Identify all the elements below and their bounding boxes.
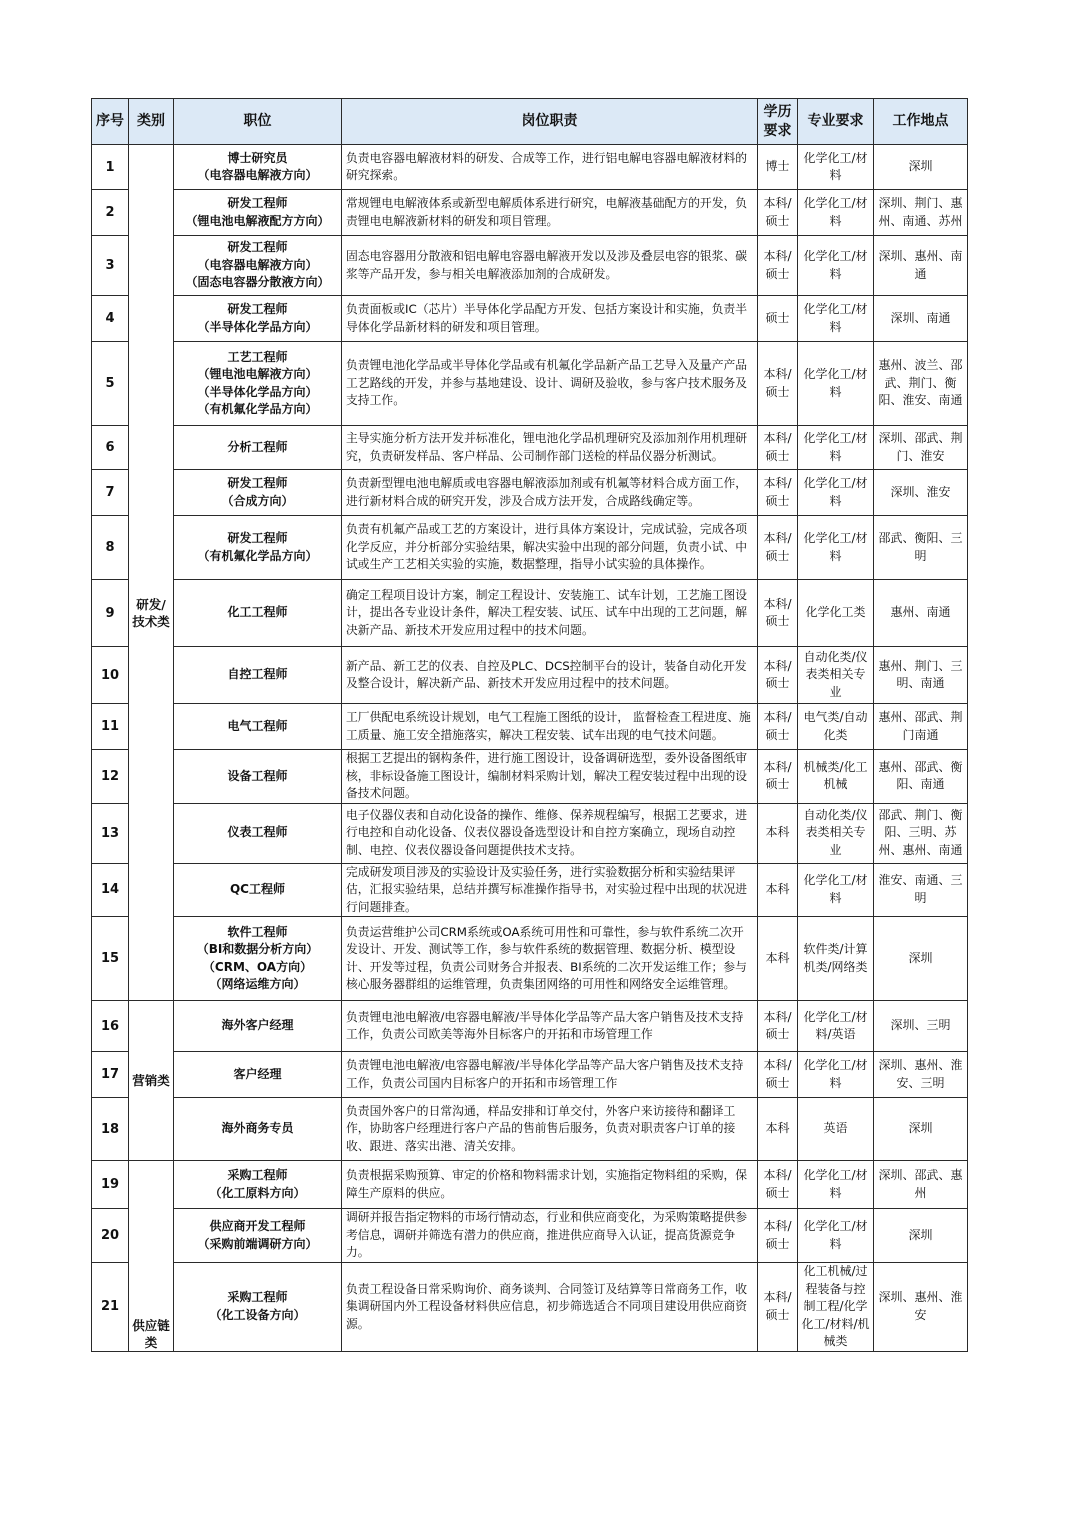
education-cell: 本科/硕士 <box>758 1263 798 1352</box>
location-cell: 深圳、惠州、南通 <box>874 236 968 296</box>
major-cell: 自动化类/仪表类相关专业 <box>798 803 874 863</box>
major-cell: 自动化类/仪表类相关专业 <box>798 647 874 704</box>
duty-cell: 负责锂电池电解液/电容器电解液/半导体化学品等产品大客户销售及技术支持工作，负责公司欧美等海外目标客户的开拓和市场管理工作 <box>342 1001 758 1052</box>
major-cell: 化学化工/材料 <box>798 863 874 917</box>
major-cell: 化学化工/材料/英语 <box>798 1001 874 1052</box>
table-row <box>92 190 968 236</box>
duty-cell: 负责面板或IC（芯片）半导体化学品配方开发、包括方案设计和实施，负责半导体化学品新材料的研发和项目管理。 <box>342 296 758 342</box>
category-cell: 营销类 <box>129 1001 174 1161</box>
position-title: 化工工程师 <box>227 605 288 620</box>
duty-cell: 负责根据采购预算、审定的价格和物料需求计划，实施指定物料组的采购，保障生产原料的供应。 <box>342 1161 758 1209</box>
table-row <box>92 516 968 580</box>
row-number: 13 <box>92 803 129 863</box>
education-cell: 本科/硕士 <box>758 704 798 750</box>
duty-cell: 电子仪器仪表和自动化设备的操作、维修、保养规程编写，根据工艺要求，进行电控和自动化设备、仪表仪器设备选型设计和自控方案确立，现场自动控制、电控、仪表仪器设备问题提供技术支持。 <box>342 803 758 863</box>
position-cell <box>174 426 342 470</box>
major-cell: 化学化工/材料 <box>798 236 874 296</box>
position-title: 研发工程师 <box>227 196 288 210</box>
position-cell <box>174 145 342 190</box>
table-row <box>92 917 968 1001</box>
table-row <box>92 470 968 516</box>
location-cell: 邵武、荆门、衡阳、三明、苏州、惠州、南通 <box>874 803 968 863</box>
duty-cell: 负责工程设备日常采购询价、商务谈判、合同签订及结算等日常商务工作，收集调研国内外工程设备材料供应信息，初步筛选适合不同项目建设用供应商资源。 <box>342 1263 758 1352</box>
major-cell: 化学化工/材料 <box>798 1052 874 1098</box>
position-title: 客户经理 <box>233 1066 282 1081</box>
position-direction: （采购前端调研方向） <box>197 1236 318 1251</box>
education-cell: 本科/硕士 <box>758 470 798 516</box>
row-number: 3 <box>92 236 129 296</box>
duty-cell: 工厂供配电系统设计规划，电气工程施工图纸的设计， 监督检查工程进度、施工质量、施工安全措施落实，解决工程安装、试车出现的电气技术问题。 <box>342 704 758 750</box>
major-cell: 化学化工/材料 <box>798 1161 874 1209</box>
major-cell: 英语 <box>798 1098 874 1161</box>
position-title: 设备工程师 <box>227 768 288 783</box>
location-cell: 惠州、波兰、邵武、荆门、衡阳、淮安、南通 <box>874 342 968 426</box>
position-title: 自控工程师 <box>227 667 288 682</box>
position-title: 研发工程师 <box>227 531 288 545</box>
table-row <box>92 704 968 750</box>
header-position: 职位 <box>174 99 342 145</box>
position-title: 分析工程师 <box>227 439 288 454</box>
position-cell <box>174 704 342 750</box>
table-row <box>92 236 968 296</box>
header-duties: 岗位职责 <box>342 99 758 145</box>
position-cell <box>174 580 342 647</box>
position-direction: （网络运维方向） <box>209 977 306 991</box>
position-title: 研发工程师 <box>227 302 288 316</box>
position-title: 海外商务专员 <box>221 1121 294 1136</box>
position-direction: （电容器电解液方向） <box>197 257 318 272</box>
row-number: 16 <box>92 1001 129 1052</box>
table-row <box>92 1209 968 1263</box>
row-number: 17 <box>92 1052 129 1098</box>
position-direction: （半导体化学品方向） <box>197 319 318 334</box>
location-cell: 深圳、淮安 <box>874 470 968 516</box>
table-row <box>92 1052 968 1098</box>
duty-cell: 负责锂电池化学品或半导体化学品或有机氟化学品新产品工艺导入及量产产品工艺路线的开发，并参与基地建设、设计、调研及验收，参与客户技术服务及支持工作。 <box>342 342 758 426</box>
location-cell: 深圳 <box>874 917 968 1001</box>
education-cell: 本科/硕士 <box>758 750 798 804</box>
education-cell: 博士 <box>758 145 798 190</box>
duty-cell: 完成研发项目涉及的实验设计及实验任务，进行实验数据分析和实验结果评估，汇报实验结果，总结并撰写标准操作指导书，对实验过程中出现的状况进行问题排查。 <box>342 863 758 917</box>
row-number: 8 <box>92 516 129 580</box>
major-cell: 化学化工/材料 <box>798 342 874 426</box>
position-title: 采购工程师 <box>227 1290 288 1305</box>
position-cell <box>174 516 342 580</box>
header-no: 序号 <box>92 99 129 145</box>
location-cell: 惠州、邵武、衡阳、南通 <box>874 750 968 804</box>
row-number: 5 <box>92 342 129 426</box>
row-number: 9 <box>92 580 129 647</box>
duty-cell: 调研并报告指定物料的市场行情动态，行业和供应商变化，为采购策略提供参考信息，调研并筛选有潜力的供应商，推进供应商导入认证，提高货源竞争力。 <box>342 1209 758 1263</box>
duty-cell: 负责电容器电解液材料的研发、合成等工作，进行铝电解电容器电解液材料的研究探索。 <box>342 145 758 190</box>
header-education: 学历要求 <box>758 99 798 145</box>
education-cell: 本科/硕士 <box>758 1052 798 1098</box>
table-body <box>92 145 968 1352</box>
position-title: 海外客户经理 <box>221 1018 294 1033</box>
major-cell: 化学化工/材料 <box>798 426 874 470</box>
row-number: 19 <box>92 1161 129 1209</box>
major-cell: 化学化工类 <box>798 580 874 647</box>
duty-cell: 负责国外客户的日常沟通，样品安排和订单交付，外客户来访接待和翻译工作，协助客户经理进行客户产品的售前售后服务，负责对职责客户订单的接收、跟进、落实出港、清关安排。 <box>342 1098 758 1161</box>
education-cell: 本科 <box>758 917 798 1001</box>
table-row <box>92 1263 968 1352</box>
duty-cell: 常规锂电电解液体系或新型电解质体系进行研究，电解液基础配方的开发，负责锂电电解液新材料的研发和项目管理。 <box>342 190 758 236</box>
table-row <box>92 647 968 704</box>
position-title: 博士研究员 <box>227 150 288 165</box>
duty-cell: 负责有机氟产品或工艺的方案设计，进行具体方案设计，完成试验，完成各项化学反应，并分析部分实验结果，解决实验中出现的部分问题，负责小试、中试或生产工艺相关实验的实施，数据整理，指导小试实验的具体操作。 <box>342 516 758 580</box>
major-cell: 化学化工/材料 <box>798 190 874 236</box>
table-row <box>92 342 968 426</box>
header-major: 专业要求 <box>798 99 874 145</box>
major-cell: 化学化工/材料 <box>798 470 874 516</box>
duty-cell: 固态电容器用分散液和铝电解电容器电解液开发以及涉及叠层电容的银浆、碳浆等产品开发，参与相关电解液添加剂的合成研发。 <box>342 236 758 296</box>
position-cell <box>174 1052 342 1098</box>
major-cell: 电气类/自动化类 <box>798 704 874 750</box>
position-direction: （化工设备方向） <box>209 1307 306 1322</box>
position-title: 电气工程师 <box>227 718 288 733</box>
education-cell: 硕士 <box>758 296 798 342</box>
education-cell: 本科/硕士 <box>758 1209 798 1263</box>
education-cell: 本科/硕士 <box>758 426 798 470</box>
position-cell <box>174 1263 342 1352</box>
location-cell: 邵武、衡阳、三明 <box>874 516 968 580</box>
education-cell: 本科/硕士 <box>758 1001 798 1052</box>
row-number: 10 <box>92 647 129 704</box>
position-cell <box>174 1001 342 1052</box>
location-cell: 惠州、荆门、三明、南通 <box>874 647 968 704</box>
row-number: 20 <box>92 1209 129 1263</box>
position-direction: （BI和数据分析方向） <box>196 942 319 956</box>
location-cell: 深圳 <box>874 145 968 190</box>
table-row <box>92 145 968 190</box>
position-direction: （电容器电解液方向） <box>197 168 318 182</box>
major-cell: 化学化工/材料 <box>798 1209 874 1263</box>
education-cell: 本科 <box>758 803 798 863</box>
row-number: 14 <box>92 863 129 917</box>
table-row <box>92 1098 968 1161</box>
row-number: 15 <box>92 917 129 1001</box>
location-cell: 深圳、邵武、荆门、淮安 <box>874 426 968 470</box>
major-cell: 化工机械/过程装备与控制工程/化学化工/材料/机械类 <box>798 1263 874 1352</box>
location-cell: 深圳、惠州、淮安、三明 <box>874 1052 968 1098</box>
major-cell: 软件类/计算机类/网络类 <box>798 917 874 1001</box>
duty-cell: 新产品、新工艺的仪表、自控及PLC、DCS控制平台的设计，装备自动化开发及整合设计，解决新产品、新技术开发应用过程中的技术问题。 <box>342 647 758 704</box>
education-cell: 本科/硕士 <box>758 1161 798 1209</box>
location-cell: 深圳、三明 <box>874 1001 968 1052</box>
row-number: 6 <box>92 426 129 470</box>
position-title: 仪表工程师 <box>227 825 288 840</box>
position-direction: （有机氟化学品方向） <box>197 402 318 416</box>
position-cell <box>174 750 342 804</box>
row-number: 12 <box>92 750 129 804</box>
duty-cell: 负责运营维护公司CRM系统或OA系统可用性和可靠性，参与软件系统二次开发设计、开发、测试等工作，参与软件系统的数据管理、数据分析、模型设计、开发等过程，负责公司财务合并报表、BI系统的二次开发运维工作；参与核心服务器群组的运维管理，负责集团网络的可用性和网络安全运维管理。 <box>342 917 758 1001</box>
location-cell: 淮安、南通、三明 <box>874 863 968 917</box>
location-cell: 深圳、惠州、淮安 <box>874 1263 968 1352</box>
position-title: 软件工程师 <box>227 924 288 939</box>
row-number: 1 <box>92 145 129 190</box>
position-cell <box>174 190 342 236</box>
table-row <box>92 580 968 647</box>
position-cell <box>174 1161 342 1209</box>
position-direction: （半导体化学品方向） <box>197 384 318 399</box>
position-cell <box>174 1098 342 1161</box>
education-cell: 本科/硕士 <box>758 516 798 580</box>
location-cell: 惠州、邵武、荆门南通 <box>874 704 968 750</box>
position-cell <box>174 1209 342 1263</box>
table-row <box>92 426 968 470</box>
education-cell: 本科 <box>758 1098 798 1161</box>
duty-cell: 根据工艺提出的钢构条件，进行施工图设计，设备调研选型，委外设备图纸审核，非标设备施工图设计，编制材料采购计划，解决工程安装过程中出现的设备技术问题。 <box>342 750 758 804</box>
duty-cell: 负责锂电池电解液/电容器电解液/半导体化学品等产品大客户销售及技术支持工作，负责公司国内目标客户的开拓和市场管理工作 <box>342 1052 758 1098</box>
position-cell <box>174 342 342 426</box>
position-direction: （CRM、OA方向） <box>202 959 313 974</box>
row-number: 11 <box>92 704 129 750</box>
table-header <box>92 99 968 145</box>
position-direction: （有机氟化学品方向） <box>197 548 318 563</box>
category-cell: 供应链类 <box>129 1161 174 1352</box>
position-title: QC工程师 <box>229 882 285 896</box>
duty-cell: 确定工程项目设计方案，制定工程设计、安装施工、试车计划，工艺施工图设计，提出各专业设计条件，解决工程安装、试压、试车中出现的工艺问题，解决新产品、新技术开发应用过程中的技术问题。 <box>342 580 758 647</box>
header-row <box>92 99 968 145</box>
location-cell: 深圳 <box>874 1209 968 1263</box>
position-cell <box>174 236 342 296</box>
position-title: 采购工程师 <box>227 1168 288 1182</box>
position-direction: （锂电池电解液方向） <box>197 367 318 381</box>
major-cell: 化学化工/材料 <box>798 516 874 580</box>
education-cell: 本科/硕士 <box>758 190 798 236</box>
location-cell: 深圳、邵武、惠州 <box>874 1161 968 1209</box>
position-cell <box>174 917 342 1001</box>
table-row <box>92 1161 968 1209</box>
position-cell <box>174 863 342 917</box>
job-listing-table <box>91 98 968 1352</box>
position-cell <box>174 470 342 516</box>
position-cell <box>174 803 342 863</box>
position-direction: （锂电池电解液配方方向） <box>185 213 330 228</box>
location-cell: 惠州、南通 <box>874 580 968 647</box>
category-cell: 研发/技术类 <box>129 145 174 1001</box>
row-number: 4 <box>92 296 129 342</box>
table-row <box>92 863 968 917</box>
education-cell: 本科 <box>758 863 798 917</box>
location-cell: 深圳 <box>874 1098 968 1161</box>
position-direction: （合成方向） <box>221 493 294 508</box>
location-cell: 深圳、荆门、惠州、南通、苏州 <box>874 190 968 236</box>
header-category: 类别 <box>129 99 174 145</box>
position-cell <box>174 296 342 342</box>
header-location: 工作地点 <box>874 99 968 145</box>
row-number: 2 <box>92 190 129 236</box>
position-direction: （固态电容器分散液方向） <box>185 275 330 290</box>
table-row <box>92 1001 968 1052</box>
duty-cell: 主导实施分析方法开发并标准化，锂电池化学品机理研究及添加剂作用机理研究，负责研发样品、客户样品、公司制作部门送检的样品仪器分析测试。 <box>342 426 758 470</box>
table-row <box>92 750 968 804</box>
location-cell: 深圳、南通 <box>874 296 968 342</box>
education-cell: 本科/硕士 <box>758 236 798 296</box>
table-row <box>92 803 968 863</box>
position-title: 研发工程师 <box>227 240 288 255</box>
row-number: 18 <box>92 1098 129 1161</box>
position-direction: （化工原料方向） <box>209 1185 306 1200</box>
education-cell: 本科/硕士 <box>758 580 798 647</box>
education-cell: 本科/硕士 <box>758 647 798 704</box>
table-row <box>92 296 968 342</box>
duty-cell: 负责新型锂电池电解质或电容器电解液添加剂或有机氟等材料合成方面工作，进行新材料合成的研究开发，涉及合成方法开发，合成路线确定等。 <box>342 470 758 516</box>
major-cell: 化学化工/材料 <box>798 145 874 190</box>
major-cell: 化学化工/材料 <box>798 296 874 342</box>
position-title: 工艺工程师 <box>227 349 288 364</box>
row-number: 21 <box>92 1263 129 1352</box>
major-cell: 机械类/化工机械 <box>798 750 874 804</box>
position-title: 研发工程师 <box>227 476 288 490</box>
education-cell: 本科/硕士 <box>758 342 798 426</box>
row-number: 7 <box>92 470 129 516</box>
position-title: 供应商开发工程师 <box>209 1219 306 1233</box>
position-cell <box>174 647 342 704</box>
